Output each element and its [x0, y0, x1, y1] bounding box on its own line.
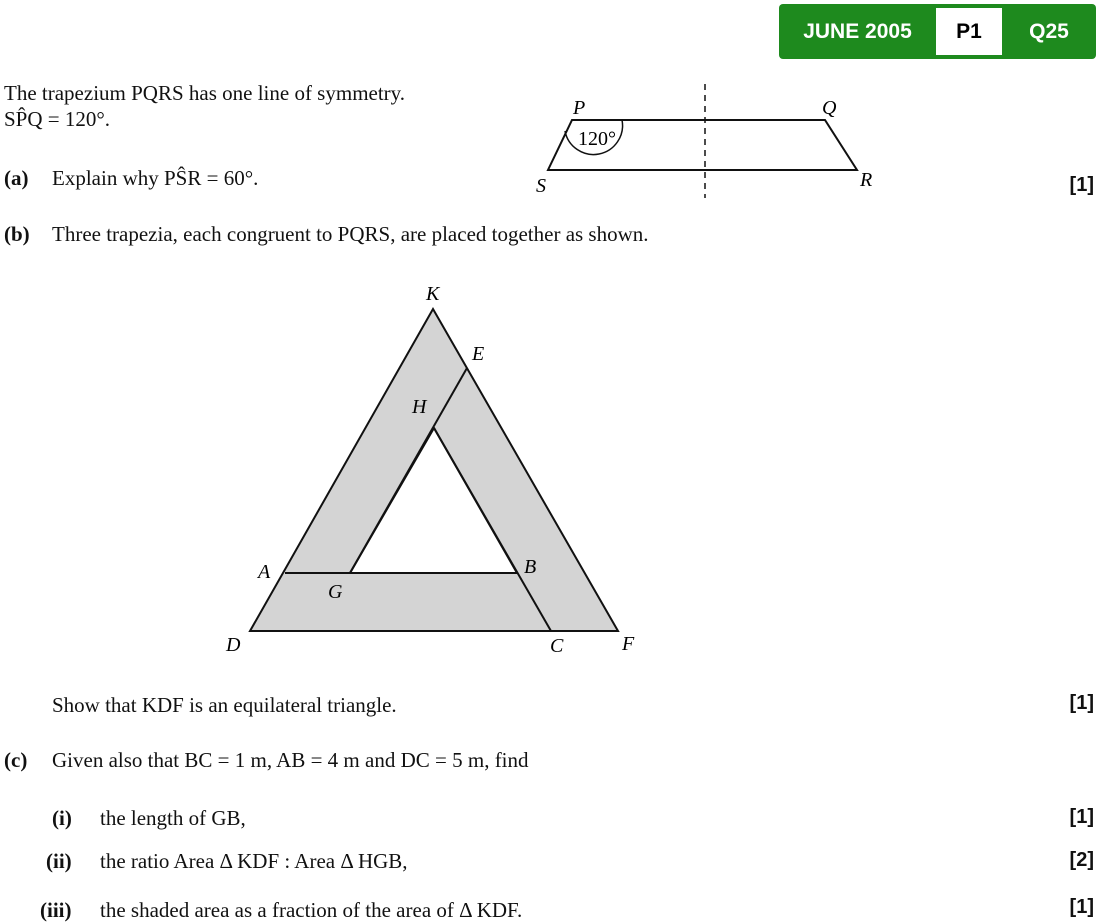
vertex-label-r: R — [860, 169, 873, 191]
vertex-label-b: B — [524, 556, 537, 578]
part-c-ii-label: (ii) — [46, 849, 72, 873]
vertex-label-g: G — [328, 581, 343, 603]
part-c-i-marks: [1] — [1069, 806, 1094, 828]
angle-label: 120° — [578, 128, 616, 150]
vertex-label-s: S — [536, 175, 546, 197]
vertex-label-k: K — [426, 283, 440, 305]
intro-line-2: SP̂Q = 120°. — [4, 107, 111, 131]
part-b-show-text: Show that KDF is an equilateral triangle. — [52, 693, 397, 717]
vertex-label-c: C — [550, 635, 564, 657]
vertex-label-f: F — [622, 633, 635, 655]
part-a-marks: [1] — [1069, 174, 1094, 196]
trapezium-diagram — [530, 80, 890, 200]
part-c-label: (c) — [4, 748, 28, 772]
paper-number: P1 — [936, 8, 1002, 55]
part-a-text: Explain why PŜR = 60°. — [52, 166, 259, 190]
part-c-i-text: the length of GB, — [100, 806, 246, 830]
part-c-iii-text: the shaded area as a fraction of the area of Δ KDF. — [100, 898, 523, 922]
question-number: Q25 — [1029, 20, 1069, 43]
part-b-text: Three trapezia, each congruent to PQRS, are placed together as shown. — [52, 222, 649, 246]
part-c-ii-marks: [2] — [1069, 849, 1094, 871]
triangle-diagram — [220, 278, 660, 663]
shaded-region — [250, 309, 618, 631]
vertex-label-d: D — [226, 634, 241, 656]
part-a-label: (a) — [4, 166, 29, 190]
vertex-label-e: E — [472, 343, 485, 365]
vertex-label-q: Q — [822, 97, 837, 119]
question-badge — [779, 4, 1096, 59]
part-c-i-label: (i) — [52, 806, 72, 830]
exam-date: JUNE 2005 — [803, 20, 912, 43]
vertex-label-a: A — [258, 561, 271, 583]
vertex-label-p: P — [573, 97, 586, 119]
part-c-iii-marks: [1] — [1069, 896, 1094, 918]
part-b-marks: [1] — [1069, 692, 1094, 714]
part-c-iii-label: (iii) — [40, 898, 72, 922]
part-b-label: (b) — [4, 222, 30, 246]
intro-line-1: The trapezium PQRS has one line of symmetry. — [4, 81, 406, 105]
part-c-ii-text: the ratio Area Δ KDF : Area Δ HGB, — [100, 849, 408, 873]
part-c-text: Given also that BC = 1 m, AB = 4 m and DC = 5 m, find — [52, 748, 529, 772]
vertex-label-h: H — [412, 396, 427, 418]
